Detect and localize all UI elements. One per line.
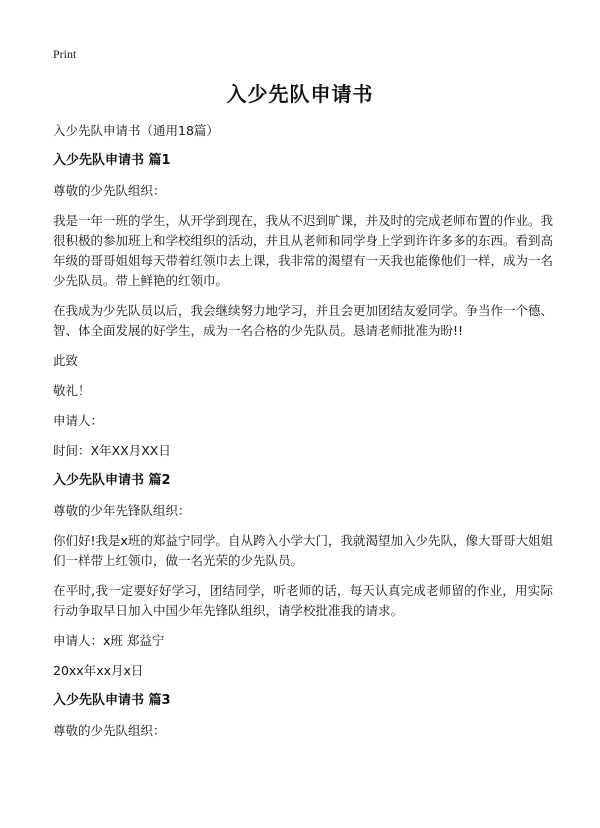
- section-2-greeting: 尊敬的少年先锋队组织：: [53, 503, 191, 518]
- section-2-date: 20xx年xx月x日: [53, 663, 144, 678]
- section-heading-3: 入少先队申请书 篇3: [53, 693, 171, 708]
- section-1-time: 时间：X年XX月XX日: [53, 443, 171, 458]
- section-1-closing-2: 敬礼！: [53, 383, 91, 398]
- section-2-applicant: 申请人：x班 郑益宁: [53, 633, 165, 648]
- document-body: [53, 121, 553, 751]
- section-heading-1: 入少先队申请书 篇1: [53, 153, 171, 168]
- page-title: 入少先队申请书: [226, 82, 374, 106]
- section-3-greeting: 尊敬的少先队组织：: [53, 723, 166, 738]
- section-1-paragraph-2: 在我成为少先队员以后，我会继续努力地学习，并且会更加团结友爱同学。争当作一个德、智、体全面发展的好学生，成为一名合格的少先队员。恳请老师批准为盼!!: [53, 303, 554, 338]
- section-1-closing-1: 此致: [53, 353, 79, 368]
- section-2-paragraph-2: 在平时,我一定要好好学习，团结同学，听老师的话，每天认真完成老师留的作业，用实际行动争取早日加入中国少年先锋队组织，请学校批准我的请求。: [53, 583, 553, 618]
- document-intro: 入少先队申请书（通用18篇）: [53, 123, 219, 138]
- section-heading-2: 入少先队申请书 篇2: [53, 473, 171, 488]
- section-1-greeting: 尊敬的少先队组织：: [53, 183, 166, 198]
- section-2-paragraph-1: 你们好!我是x班的郑益宁同学。自从跨入小学大门，我就渴望加入少先队，像大哥哥大姐姐们一样带上红领巾，做一名光荣的少先队员。: [53, 533, 553, 568]
- section-1-paragraph-1: 我是一年一班的学生，从开学到现在，我从不迟到旷课，并及时的完成老师布置的作业。我很积极的参加班上和学校组织的活动，并且从老师和同学身上学到许许多多的东西。看到高年级的哥哥姐姐每天带着红领巾去上课，我非常的渴望有一天我也能像他们一样，成为一名少先队员。带上鲜艳的红领巾。: [53, 213, 554, 288]
- section-1-applicant: 申请人：: [53, 413, 104, 428]
- print-label: Print: [53, 47, 77, 61]
